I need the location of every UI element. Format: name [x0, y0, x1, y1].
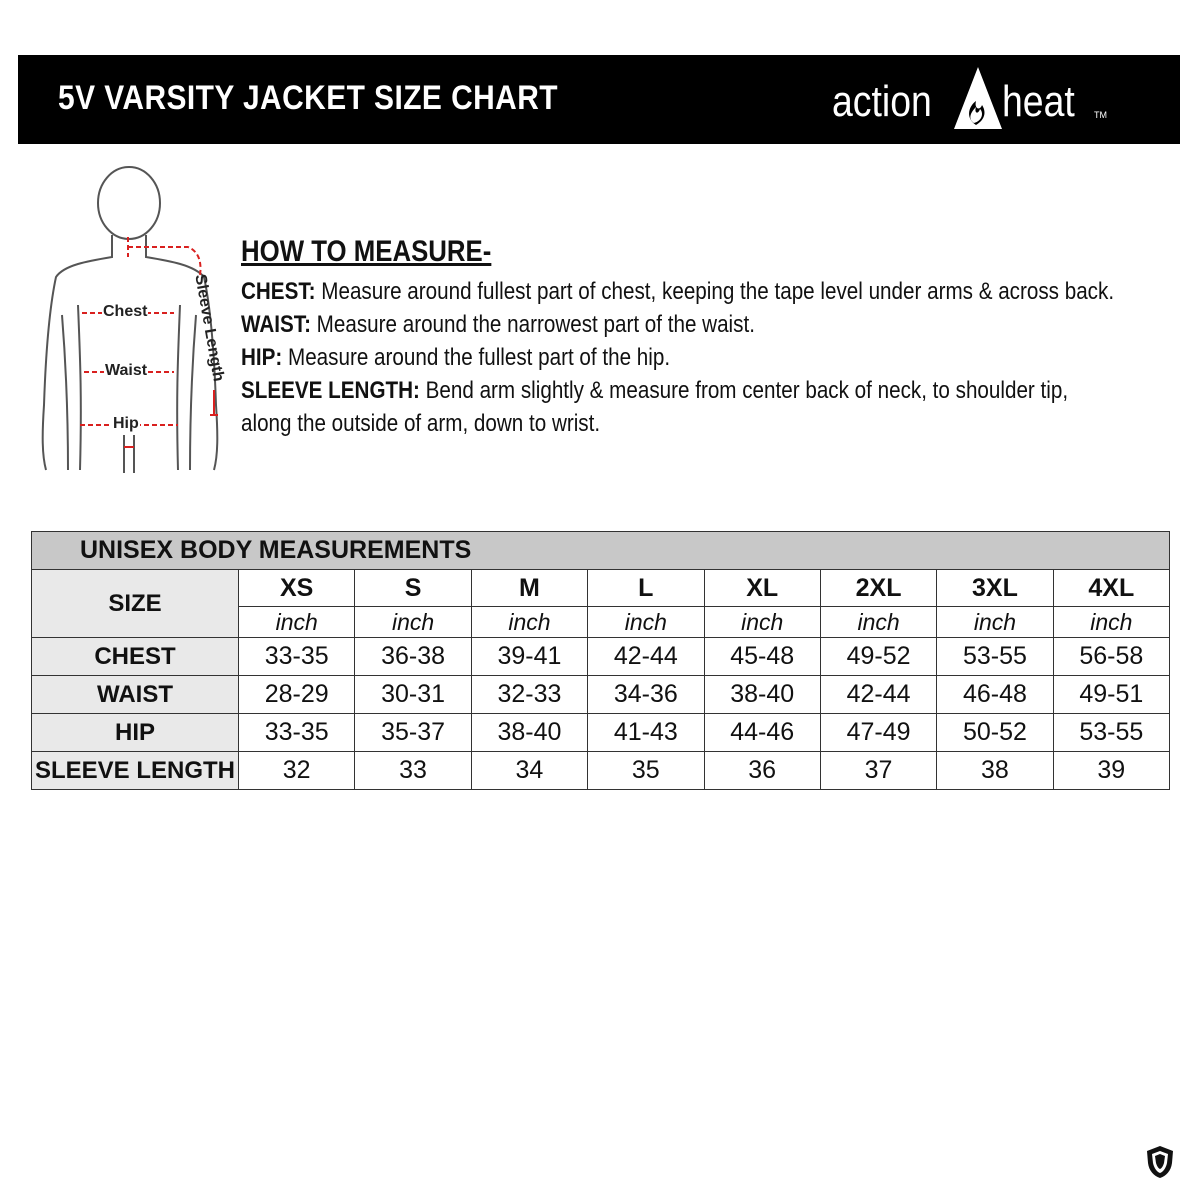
- shield-icon: [1146, 1145, 1174, 1179]
- table-cell: 47-49: [820, 714, 936, 752]
- table-cell: 41-43: [588, 714, 704, 752]
- table-row-waist: [32, 676, 1170, 714]
- table-cell: 38-40: [704, 676, 820, 714]
- unit-cell: inch: [239, 607, 355, 638]
- row-label: CHEST: [32, 638, 239, 676]
- table-row-sleeve-length: [32, 752, 1170, 790]
- header-bar: [18, 55, 1180, 144]
- table-row-chest: [32, 638, 1170, 676]
- measure-text: Measure around the fullest part of the hip.: [282, 344, 671, 371]
- table-cell: 34: [471, 752, 587, 790]
- size-table: [31, 531, 1170, 790]
- table-cell: 33-35: [239, 638, 355, 676]
- measure-text: Measure around the narrowest part of the waist.: [310, 311, 755, 338]
- flame-icon: [952, 65, 1004, 131]
- unit-cell: inch: [704, 607, 820, 638]
- size-header-row: [32, 570, 1170, 607]
- table-cell: 33: [355, 752, 471, 790]
- measure-instruction-sleeve: [241, 374, 1069, 407]
- table-cell: 50-52: [937, 714, 1053, 752]
- unit-cell: inch: [820, 607, 936, 638]
- brand-logo-right: heat: [1002, 77, 1075, 126]
- table-cell: 49-52: [820, 638, 936, 676]
- measure-term: HIP:: [241, 344, 283, 371]
- measure-instruction-waist: [241, 308, 1049, 341]
- measure-term: WAIST:: [241, 311, 311, 338]
- table-cell: 38: [937, 752, 1053, 790]
- table-cell: 37: [820, 752, 936, 790]
- size-xs: XS: [239, 570, 355, 607]
- how-to-measure-heading: HOW TO MEASURE-: [241, 235, 492, 268]
- table-row-hip: [32, 714, 1170, 752]
- chest-label: Chest: [103, 303, 148, 320]
- table-cell: 32: [239, 752, 355, 790]
- measure-instruction-chest: [241, 275, 1115, 308]
- table-caption-row: [32, 532, 1170, 570]
- table-cell: 53-55: [1053, 714, 1169, 752]
- measure-term: CHEST:: [241, 278, 316, 305]
- table-cell: 34-36: [588, 676, 704, 714]
- row-label: HIP: [32, 714, 239, 752]
- sleeve-length-label: Sleeve Length: [191, 273, 227, 383]
- unit-cell: inch: [588, 607, 704, 638]
- table-cell: 36-38: [355, 638, 471, 676]
- unit-cell: inch: [355, 607, 471, 638]
- unit-cell: inch: [937, 607, 1053, 638]
- page-title: 5V VARSITY JACKET SIZE CHART: [58, 79, 558, 117]
- size-m: M: [471, 570, 587, 607]
- size-header: SIZE: [32, 570, 239, 638]
- table-cell: 56-58: [1053, 638, 1169, 676]
- table-cell: 32-33: [471, 676, 587, 714]
- table-cell: 35-37: [355, 714, 471, 752]
- waist-label: Waist: [105, 362, 148, 379]
- size-4xl: 4XL: [1053, 570, 1169, 607]
- measure-text: Measure around fullest part of chest, keeping the tape level under arms & across back.: [315, 278, 1115, 305]
- row-label: SLEEVE LENGTH: [32, 752, 239, 790]
- size-l: L: [588, 570, 704, 607]
- brand-logo-left: action: [832, 77, 932, 126]
- row-label: WAIST: [32, 676, 239, 714]
- table-cell: 53-55: [937, 638, 1053, 676]
- table-cell: 33-35: [239, 714, 355, 752]
- table-cell: 39: [1053, 752, 1169, 790]
- table-caption: UNISEX BODY MEASUREMENTS: [32, 532, 1170, 570]
- measure-instruction-hip: [241, 341, 1049, 374]
- table-cell: 44-46: [704, 714, 820, 752]
- table-cell: 35: [588, 752, 704, 790]
- table-cell: 42-44: [820, 676, 936, 714]
- table-cell: 28-29: [239, 676, 355, 714]
- size-2xl: 2XL: [820, 570, 936, 607]
- table-cell: 42-44: [588, 638, 704, 676]
- table-cell: 36: [704, 752, 820, 790]
- measure-text: Bend arm slightly & measure from center back of neck, to shoulder tip,: [419, 377, 1069, 404]
- size-xl: XL: [704, 570, 820, 607]
- unit-cell: inch: [1053, 607, 1169, 638]
- size-3xl: 3XL: [937, 570, 1053, 607]
- table-cell: 45-48: [704, 638, 820, 676]
- brand-logo: [832, 65, 1122, 135]
- unit-cell: inch: [471, 607, 587, 638]
- hip-label: Hip: [113, 415, 139, 432]
- size-s: S: [355, 570, 471, 607]
- brand-trademark: TM: [1094, 110, 1107, 120]
- table-cell: 46-48: [937, 676, 1053, 714]
- table-cell: 38-40: [471, 714, 587, 752]
- how-to-measure-section: [241, 235, 1181, 440]
- measure-instruction-sleeve-continued: along the outside of arm, down to wrist.: [241, 410, 601, 437]
- table-cell: 49-51: [1053, 676, 1169, 714]
- table-cell: 39-41: [471, 638, 587, 676]
- measure-term: SLEEVE LENGTH:: [241, 377, 420, 404]
- table-cell: 30-31: [355, 676, 471, 714]
- body-figure: [28, 165, 233, 480]
